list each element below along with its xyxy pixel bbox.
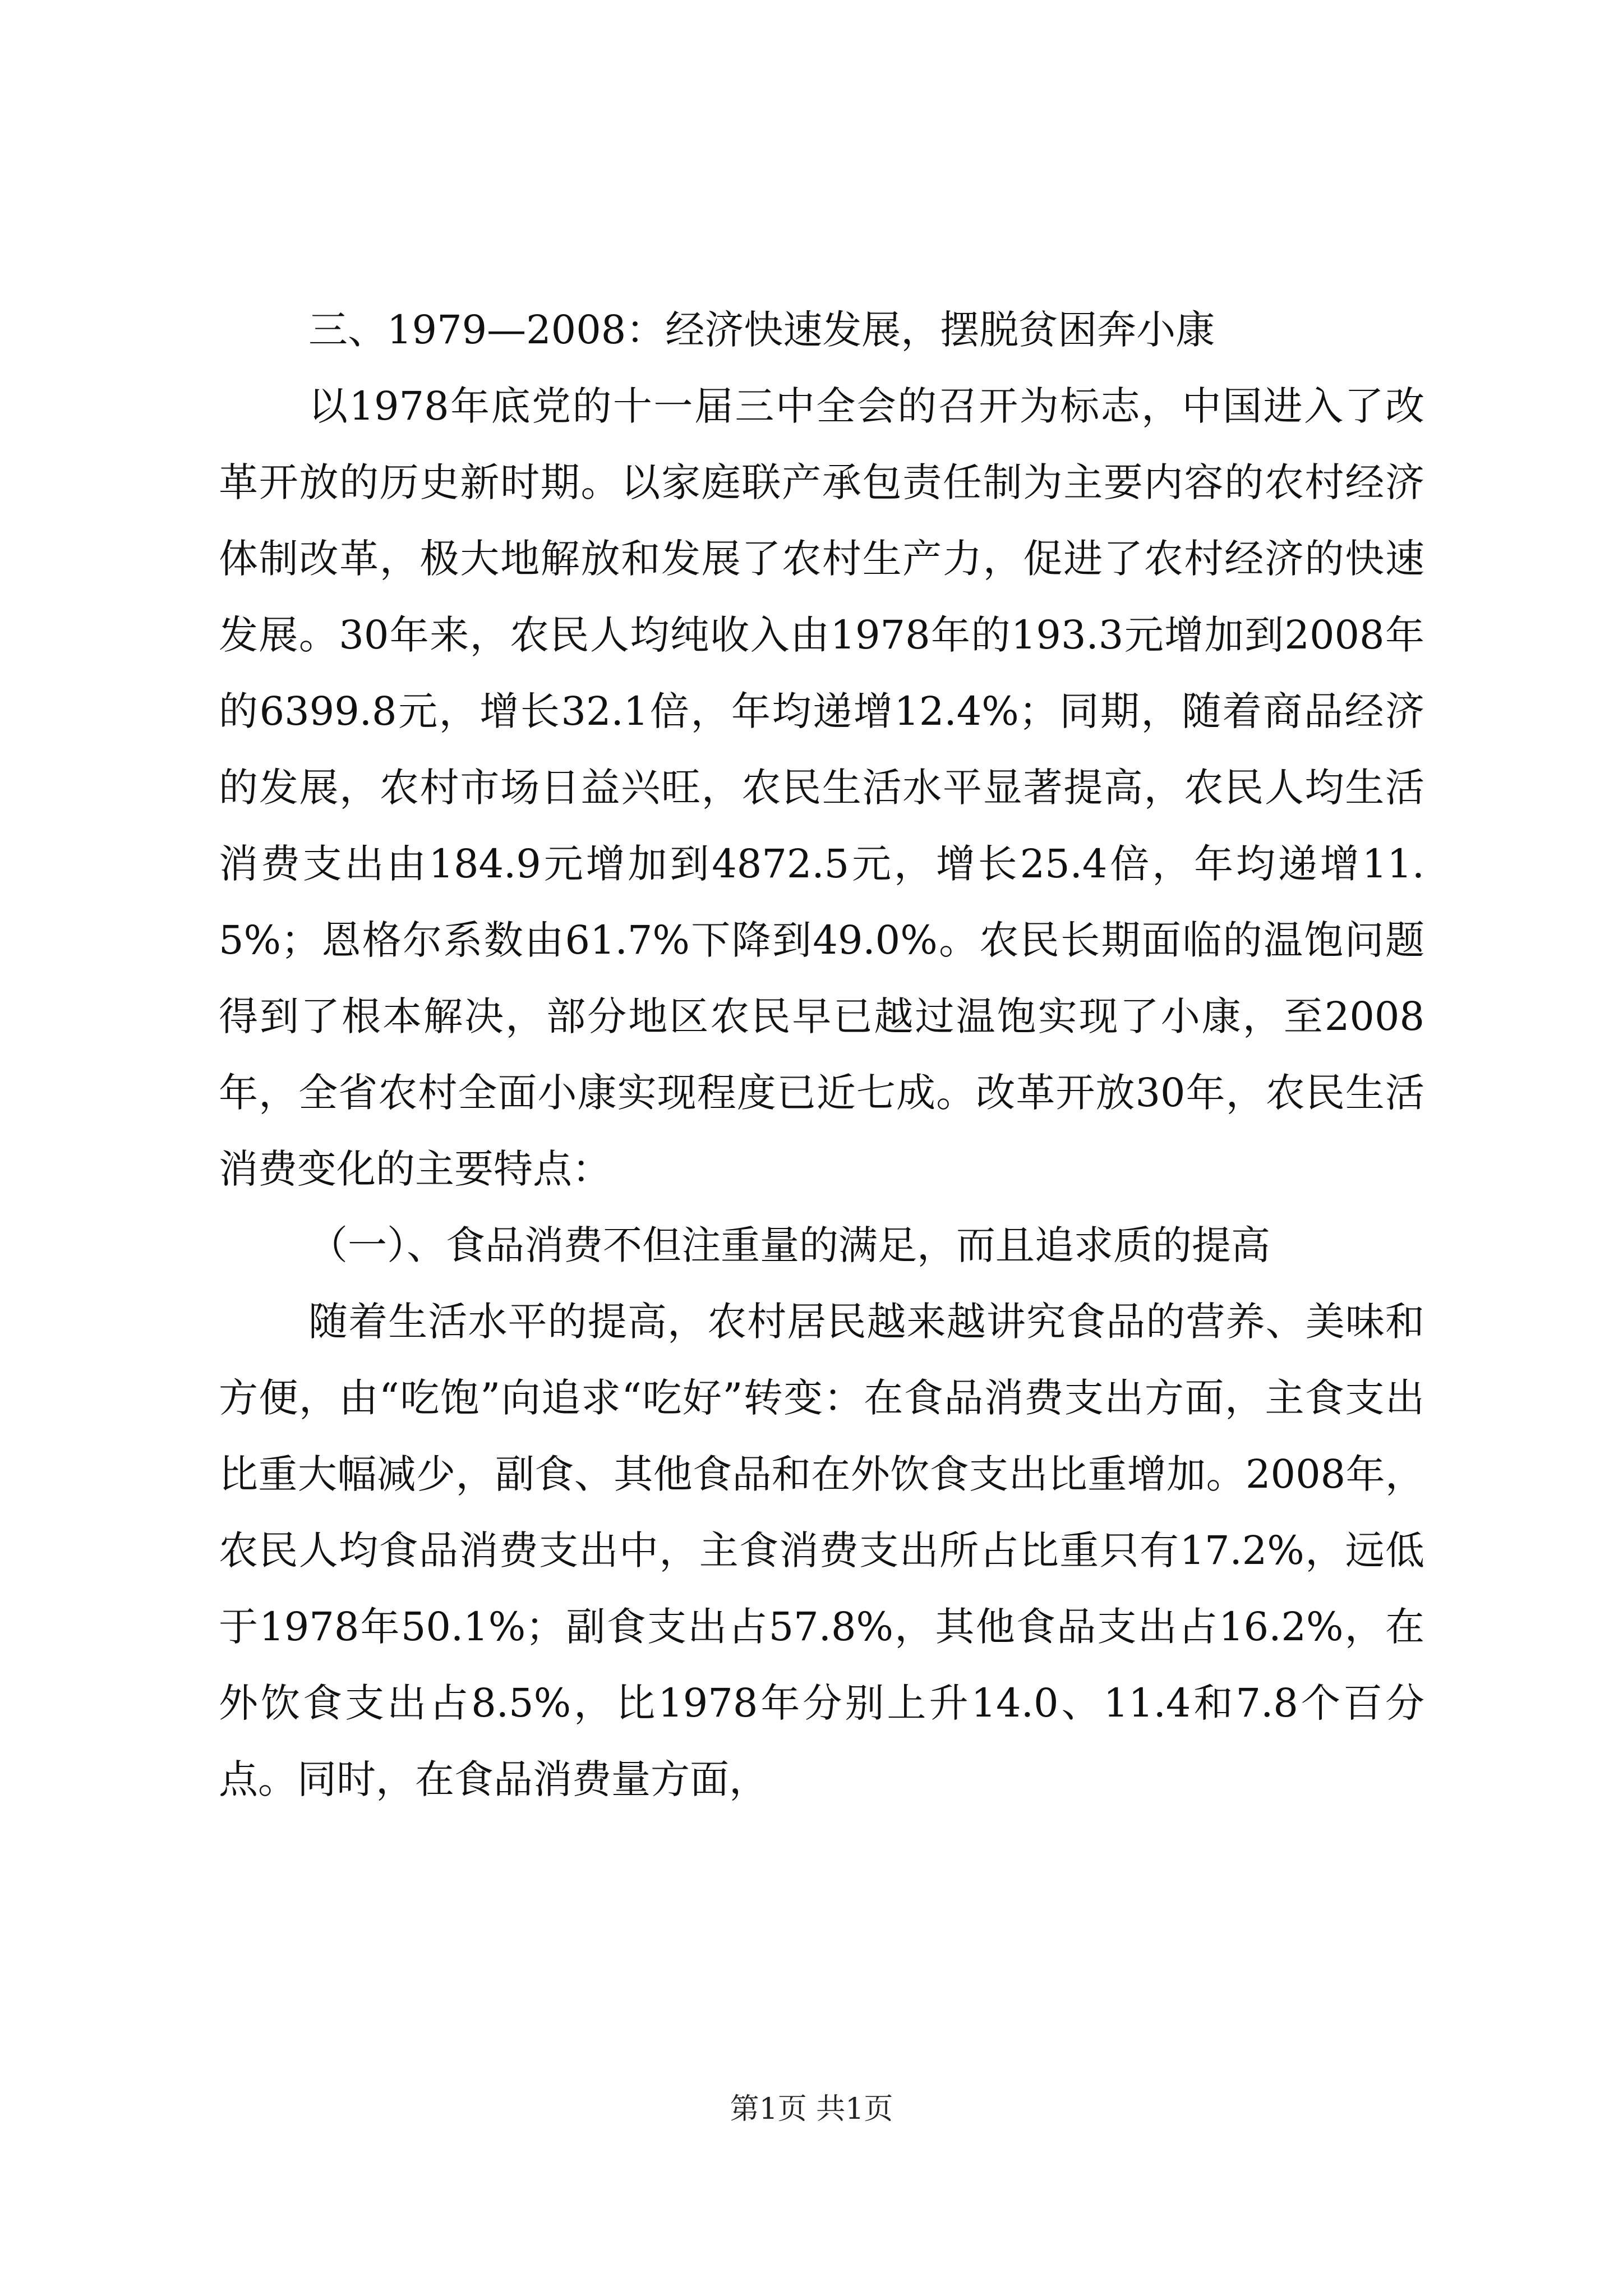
document-body: [219, 292, 1424, 1818]
paragraph-reform-overview: 以1978年底党的十一届三中全会的召开为标志，中国进入了改革开放的历史新时期。以家庭联产承包责任制为主要内容的农村经济体制改革，极大地解放和发展了农村生产力，促进了农村经济的快速发展。30年来，农民人均纯收入由1978年的193.3元增加到2008年的6399.8元，增长32.1倍，年均递增12.4%；同期，随着商品经济的发展，农村市场日益兴旺，农民生活水平显著提高，农民人均生活消费支出由184.9元增加到4872.5元，增长25.4倍，年均递增11.5%；恩格尔系数由61.7%下降到49.0%。农民长期面临的温饱问题得到了根本解决，部分地区农民早已越过温饱实现了小康，至2008年，全省农村全面小康实现程度已近七成。改革开放30年，农民生活消费变化的主要特点：: [219, 383, 1424, 1192]
page-footer: 第1页 共1页: [730, 2092, 893, 2126]
paragraph-food-consumption: 随着生活水平的提高，农村居民越来越讲究食品的营养、美味和方便，由“吃饱”向追求“吃好”转变：在食品消费支出方面，主食支出比重大幅减少，副食、其他食品和在外饮食支出比重增加。2008年，农民人均食品消费支出中，主食消费支出所占比重只有17.2%，远低于1978年50.1%；副食支出占57.8%，其他食品支出占16.2%，在外饮食支出占8.5%，比1978年分别上升14.0、11.4和7.8个百分点。同时，在食品消费量方面，: [219, 1299, 1424, 1802]
section-heading: 三、1979—2008：经济快速发展，摆脱贫困奔小康: [308, 307, 1215, 353]
subsection-heading-food: （一）、食品消费不但注重量的满足，而且追求质的提高: [308, 1222, 1270, 1268]
